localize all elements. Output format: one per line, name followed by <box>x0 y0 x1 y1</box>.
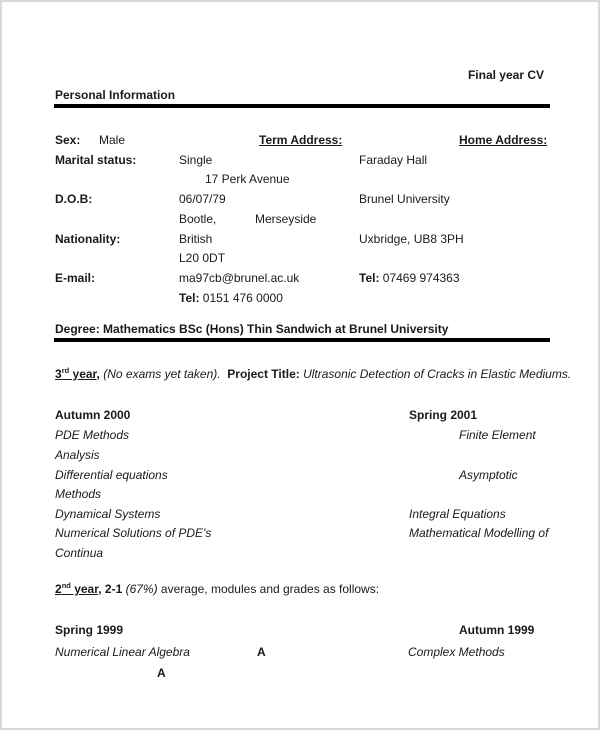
home-address-line2: Brunel University <box>359 192 450 206</box>
home-address-line3: Uxbridge, UB8 3PH <box>359 232 464 246</box>
autumn-2000-header: Autumn 2000 <box>55 408 131 422</box>
third-year-heading-line <box>55 367 571 381</box>
degree-section-title: Degree: Mathematics BSc (Hons) Thin Sandwich at Brunel University <box>55 322 449 336</box>
project-title-label: Project Title: <box>227 367 304 381</box>
module-row-left: Analysis <box>55 448 100 462</box>
home-address-header: Home Address: <box>459 133 548 147</box>
nationality-value: British <box>179 232 213 246</box>
term-address-header: Term Address: <box>259 133 343 147</box>
spring-1999-header: Spring 1999 <box>55 623 124 637</box>
degree-section-rule <box>54 338 550 342</box>
email-value: ma97cb@brunel.ac.uk <box>179 271 300 285</box>
home-tel-label: Tel: <box>359 271 380 285</box>
marital-status-value: Single <box>179 153 213 167</box>
dob-label: D.O.B: <box>55 192 93 206</box>
second-year-ordinal-suffix: nd <box>61 581 71 590</box>
module-row-right: Integral Equations <box>409 507 506 521</box>
sex-value: Male <box>99 133 126 147</box>
module-grade: A <box>157 666 166 680</box>
term-tel-line <box>179 291 283 305</box>
second-year-percentage: (67%) <box>125 582 158 596</box>
third-year-word: year, <box>69 367 100 381</box>
module-row-left: Methods <box>55 487 102 501</box>
second-year-label <box>55 582 102 596</box>
module-row-left: Numerical Solutions of PDE's <box>55 526 212 540</box>
autumn-1999-header: Autumn 1999 <box>459 623 535 637</box>
home-tel-value: 07469 974363 <box>379 271 460 285</box>
second-year-description: average, modules and grades as follows: <box>157 582 380 596</box>
spring-2001-header: Spring 2001 <box>409 408 478 422</box>
project-title-text: Ultrasonic Detection of Cracks in Elastic Mediums. <box>303 367 572 381</box>
term-address-line3: L20 0DT <box>179 251 226 265</box>
module-row-left: Continua <box>55 546 104 560</box>
doc-title: Final year CV <box>467 68 544 82</box>
nationality-label: Nationality: <box>55 232 121 246</box>
module-row-left: PDE Methods <box>55 428 130 442</box>
dob-value: 06/07/79 <box>179 192 226 206</box>
module-row-right: Complex Methods <box>408 645 505 659</box>
third-year-note: (No exams yet taken). <box>99 367 228 381</box>
email-label: E-mail: <box>55 271 96 285</box>
term-tel-value: 0151 476 0000 <box>199 291 283 305</box>
term-address-line2b: Merseyside <box>255 212 317 226</box>
personal-section-rule <box>54 104 550 108</box>
module-row-left: Dynamical Systems <box>55 507 161 521</box>
second-year-heading-line <box>55 582 379 596</box>
home-tel-line <box>359 271 460 285</box>
third-year-ordinal-suffix: rd <box>61 366 70 375</box>
third-year-label <box>55 367 100 381</box>
module-row-left: Differential equations <box>55 468 168 482</box>
term-tel-label: Tel: <box>179 291 200 305</box>
module-row-right: Mathematical Modelling of <box>409 526 549 540</box>
third-year-number: 3 <box>55 367 62 381</box>
personal-section-title: Personal Information <box>55 88 176 102</box>
module-row-right: Finite Element <box>459 428 536 442</box>
marital-status-label: Marital status: <box>55 153 137 167</box>
module-row-left: Numerical Linear Algebra <box>55 645 190 659</box>
module-row-right: Asymptotic <box>459 468 518 482</box>
second-year-word: year, <box>70 582 102 596</box>
second-year-number: 2 <box>55 582 62 596</box>
term-address-line2a: Bootle, <box>179 212 217 226</box>
module-grade: A <box>257 645 266 659</box>
sex-label: Sex: <box>55 133 81 147</box>
term-address-line1: 17 Perk Avenue <box>205 172 290 186</box>
second-year-grade: 2-1 <box>101 582 126 596</box>
home-address-line1: Faraday Hall <box>359 153 428 167</box>
